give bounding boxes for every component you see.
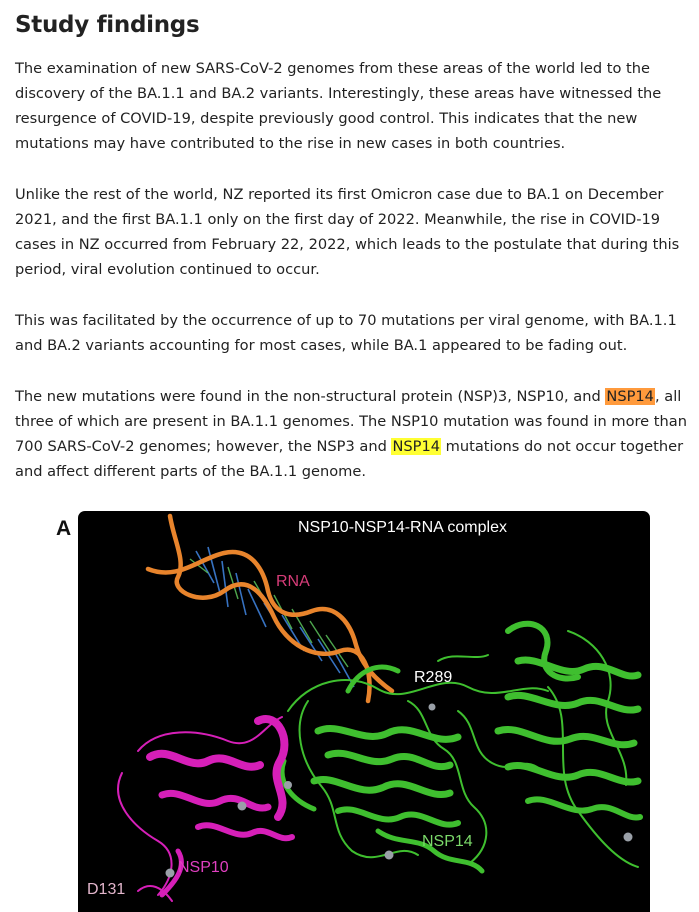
protein-structure-illustration [78,511,650,912]
paragraph-4-text-3: mutations do not occur together and affect different parts of the BA.1.1 genome. [15,438,684,480]
label-rna: RNA [276,573,310,590]
article [15,0,687,484]
label-r289: R289 [414,669,453,686]
rna-helix [148,516,392,701]
highlight-nsp14-yellow: NSP14 [392,438,441,455]
label-nsp10: NSP10 [178,859,229,876]
paragraph-1: The examination of new SARS-CoV-2 genomes from these areas of the world led to the discovery of the BA.1.1 and BA.2 variants. Interestingly, these areas have witnessed the resurgence of COVID-19, despite previously good control. This indicates that the new mutations may have contributed to the rise in new cases in both countries. [15,60,662,152]
paragraph-4-text-2: , all three of which are present in BA.1.1 genomes. The NSP10 mutation was found in more than 700 SARS-CoV-2 genomes; however, the NSP3 and [15,388,687,455]
paragraph-4 [15,384,687,484]
highlight-nsp14-orange: NSP14 [606,388,654,405]
paragraph-3: This was facilitated by the occurrence of up to 70 mutations per viral genome, with BA.1.1 and BA.2 variants accounting for most cases, while BA.1 appeared to be fading out. [15,312,677,354]
label-d131: D131 [87,881,126,898]
figure [54,511,650,912]
section-heading: Study findings [15,12,200,38]
panel-letter: A [56,517,72,540]
paragraph-2: Unlike the rest of the world, NZ reported its first Omicron case due to BA.1 on December 2021, and the first BA.1.1 only on the first day of 2022. Meanwhile, the rise in COVID-19 cases in NZ occurred from February 22, 2022, which leads to the postulate that during this period, viral evolution continued to occur. [15,186,680,278]
label-nsp14: NSP14 [422,833,473,850]
paragraph-4-text-1: The new mutations were found in the non-structural protein (NSP)3, NSP10, and [15,388,606,405]
figure-title: NSP10-NSP14-RNA complex [298,519,507,536]
figure-image [78,511,650,912]
